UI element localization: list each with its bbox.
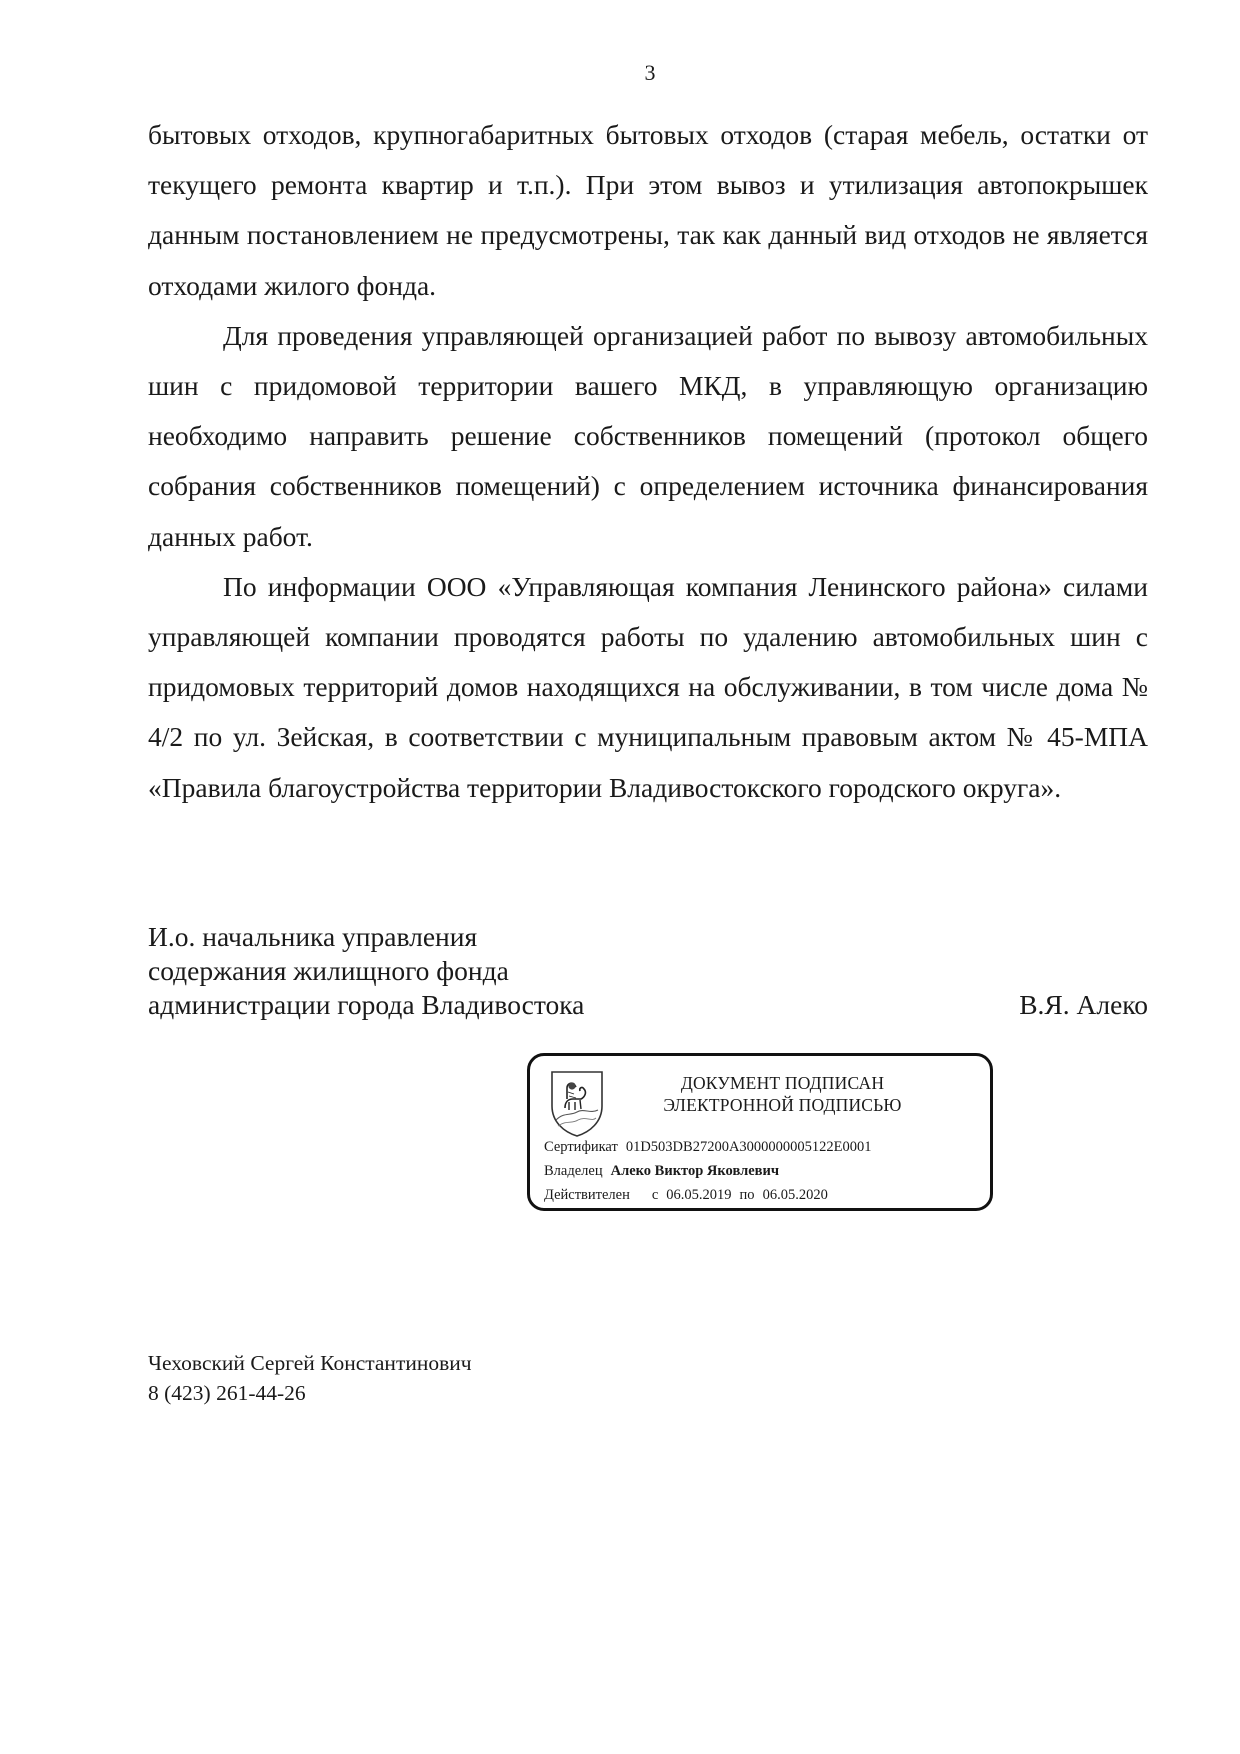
paragraph-1: бытовых отходов, крупногабаритных бытовых отходов (старая мебель, остатки от текущего ремонта квартир и т.п.). При этом вывоз и утилизация автопокрышек данным постановлением не предусмотрены, так как данный вид отходов не является отходами жилого фонда.	[148, 119, 1148, 301]
certificate-label: Сертификат	[544, 1139, 618, 1155]
stamp-owner-row	[544, 1159, 984, 1183]
executor-name: Чеховский Сергей Константинович	[148, 1351, 472, 1375]
page-number: 3	[644, 60, 656, 85]
valid-to-label: по	[739, 1187, 755, 1203]
valid-from-label: с	[651, 1187, 659, 1203]
letter-body	[148, 110, 1148, 813]
certificate-value: 01D503DB27200A3000000005122E0001	[625, 1139, 872, 1155]
stamp-validity-row	[544, 1183, 984, 1207]
signatory-title-line: содержания жилищного фонда	[148, 955, 509, 986]
signatory-title-line: администрации города Владивостока	[148, 989, 585, 1020]
stamp-heading-line: ЭЛЕКТРОННОЙ ПОДПИСЬЮ	[663, 1095, 902, 1115]
owner-label: Владелец	[544, 1163, 603, 1179]
paragraph-3: По информации ООО «Управляющая компания Ленинского района» силами управляющей компании проводятся работы по удалению автомобильных шин с придомовых территорий домов находящихся на обслуживании, в том числе дома № 4/2 по ул. Зейская, в соответствии с муниципальным правовым актом № 45-МПА «Правила благоустройства территории Владивостокского городского округа».	[148, 570, 1148, 803]
owner-value: Алеко Виктор Яковлевич	[610, 1163, 780, 1179]
valid-from-date: 06.05.2019	[666, 1187, 732, 1203]
signature-block	[148, 920, 1148, 1022]
stamp-heading-line: ДОКУМЕНТ ПОДПИСАН	[680, 1073, 885, 1093]
signatory-title-line: И.о. начальника управления	[148, 921, 478, 952]
valid-to-date: 06.05.2020	[762, 1187, 828, 1203]
valid-label: Действителен	[544, 1187, 630, 1203]
executor-block	[148, 1348, 472, 1408]
stamp-heading	[620, 1072, 945, 1116]
coat-of-arms-icon	[548, 1068, 606, 1138]
stamp-details	[544, 1135, 984, 1207]
executor-phone: 8 (423) 261-44-26	[148, 1381, 306, 1405]
signatory-name: В.Я. Алеко	[1019, 989, 1148, 1020]
paragraph-2: Для проведения управляющей организацией работ по вывозу автомобильных шин с придомовой территории вашего МКД, в управляющую организацию необходимо направить решение собственников помещений (протокол общего собрания собственников помещений) с определением источника финансирования данных работ.	[148, 319, 1148, 552]
electronic-signature-stamp	[527, 1053, 993, 1211]
stamp-certificate-row	[544, 1135, 984, 1159]
